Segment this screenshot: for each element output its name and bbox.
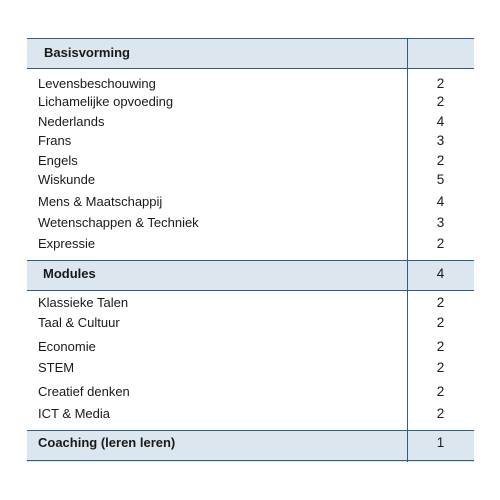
course-hours: 2 <box>436 339 445 354</box>
section-title-modules: Modules <box>43 266 96 281</box>
column-divider <box>407 38 408 462</box>
course-name: Economie <box>38 339 96 354</box>
course-name: Taal & Cultuur <box>38 315 120 330</box>
course-hours: 2 <box>436 76 445 91</box>
course-name: ICT & Media <box>38 406 111 421</box>
course-hours: 2 <box>436 384 445 399</box>
section-title-basisvorming: Basisvorming <box>44 45 130 60</box>
course-name: Mens & Maatschappij <box>38 194 163 209</box>
section-hours-modules: 4 <box>436 266 445 281</box>
course-hours: 2 <box>436 360 445 375</box>
course-hours: 3 <box>436 215 445 230</box>
course-name: Lichamelijke opvoeding <box>38 94 174 109</box>
course-hours: 3 <box>436 133 445 148</box>
course-hours: 4 <box>436 114 445 129</box>
course-hours: 5 <box>436 172 445 187</box>
course-name: Creatief denken <box>38 384 130 399</box>
course-hours: 2 <box>436 153 445 168</box>
course-name: Expressie <box>38 236 96 251</box>
curriculum-table <box>27 38 474 462</box>
course-name: Levensbeschouwing <box>38 76 156 91</box>
course-hours: 2 <box>436 94 445 109</box>
course-name: Wetenschappen & Techniek <box>38 215 199 230</box>
course-hours: 2 <box>436 295 445 310</box>
course-name: Wiskunde <box>38 172 96 187</box>
course-hours: 4 <box>436 194 445 209</box>
course-name: Nederlands <box>38 114 105 129</box>
course-hours: 2 <box>436 236 445 251</box>
course-name: Klassieke Talen <box>38 295 129 310</box>
course-name: Engels <box>38 153 78 168</box>
course-hours: 2 <box>436 315 445 330</box>
course-hours: 2 <box>436 406 445 421</box>
course-name: Frans <box>38 133 72 148</box>
section-hours-coaching: 1 <box>436 435 445 450</box>
course-name: STEM <box>38 360 75 375</box>
section-title-coaching: Coaching (leren leren) <box>38 435 176 450</box>
